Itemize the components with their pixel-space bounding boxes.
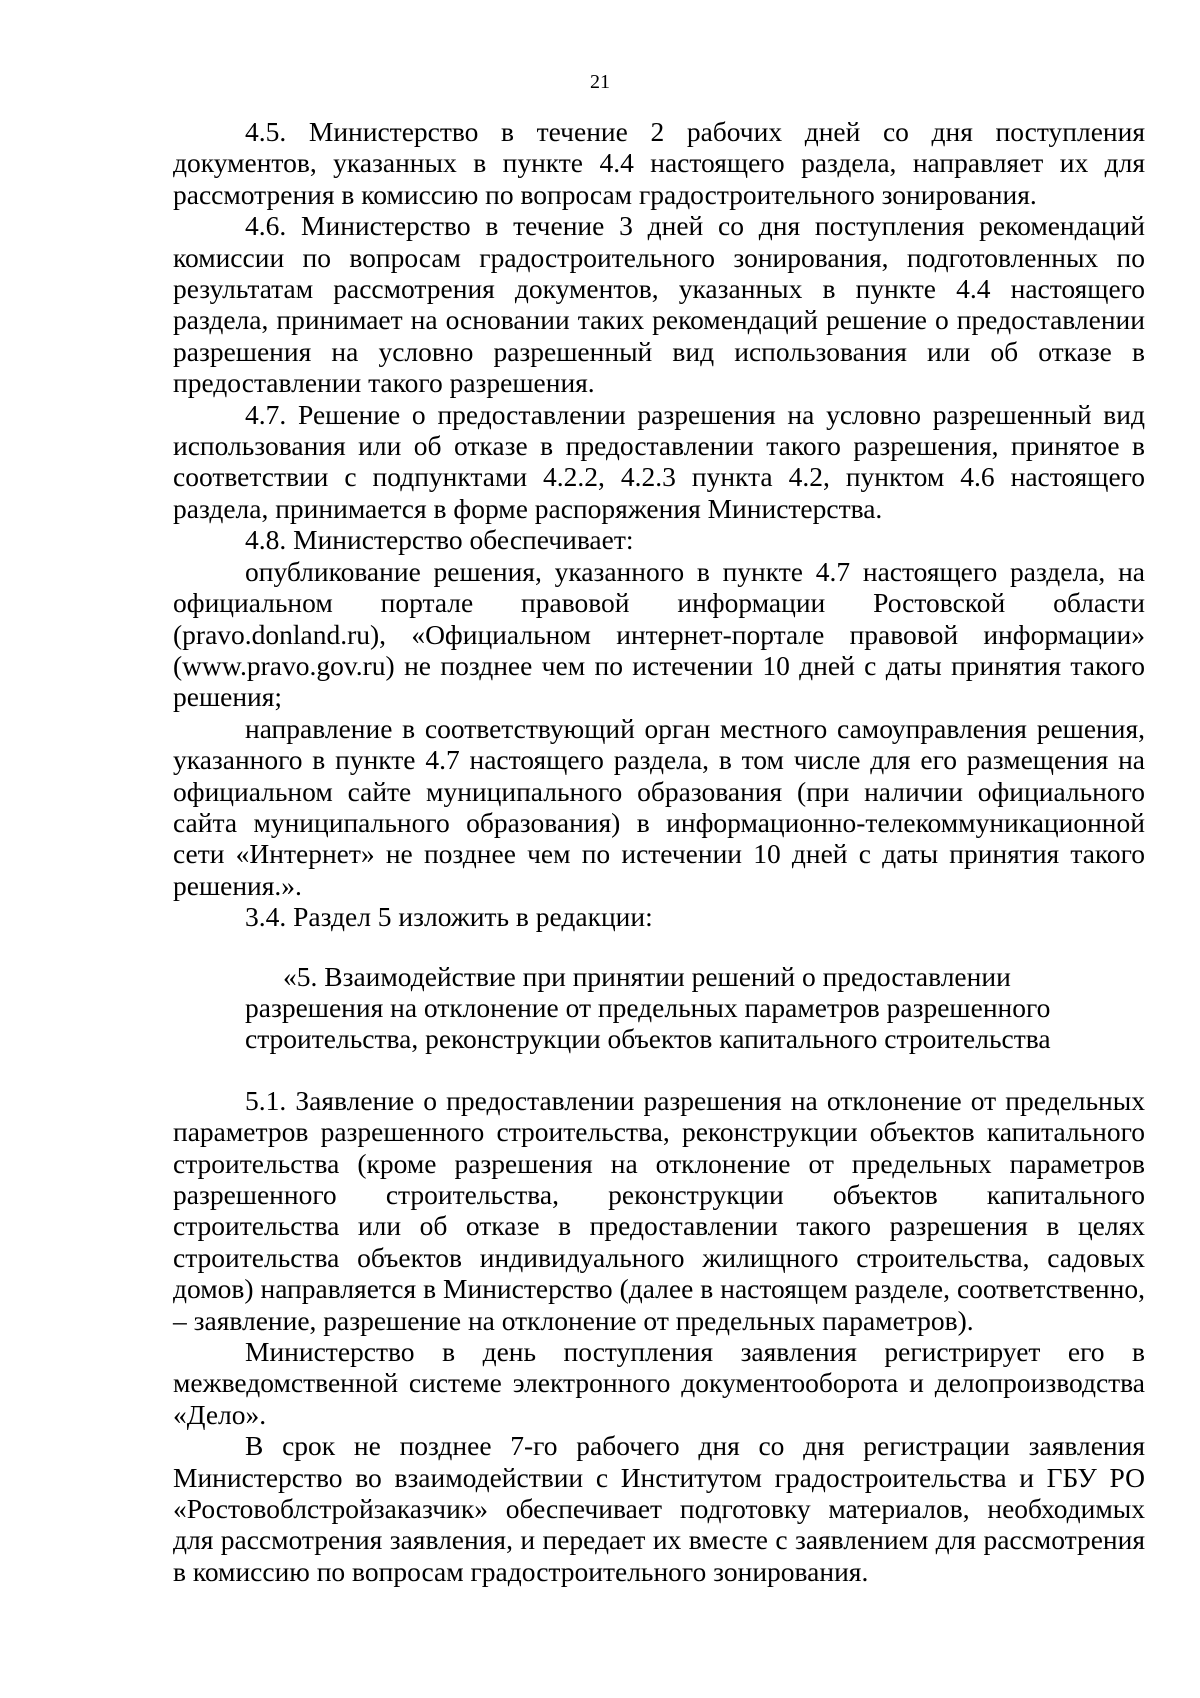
- paragraph-4-5: 4.5. Министерство в течение 2 рабочих дней со дня поступления документов, указанных в пункте 4.4 настоящего раздела, направляет их для рассмотрения в комиссию по вопросам градостроительного зонирования.: [173, 116, 1145, 210]
- paragraph-3-4: 3.4. Раздел 5 изложить в редакции:: [245, 901, 653, 933]
- paragraph-5-1: 5.1. Заявление о предоставлении разрешения на отклонение от предельных параметров разрешенного строительства, реконструкции объектов капитального строительства (кроме разрешения на отклонение от предельных параметров разрешенного строительства, реконструкции объектов капитального строительства или об отказе в предоставлении такого разрешения в целях строительства объектов индивидуального жилищного строительства, садовых домов) направляется в Министерство (далее в настоящем разделе, соответственно, – заявление, разрешение на отклонение от предельных параметров).: [173, 1084, 1145, 1336]
- paragraph-4-8: 4.8. Министерство обеспечивает:: [245, 524, 634, 556]
- paragraph-deadline: В срок не позднее 7-го рабочего дня со дня регистрации заявления Министерство во взаимодействии с Институтом градостроительства и ГБУ РО «Ростовоблстройзаказчик» обеспечивает подготовку материалов, необходимых для рассмотрения заявления, и передает их вместе с заявлением для рассмотрения в комиссию по вопросам градостроительного зонирования.: [173, 1430, 1145, 1587]
- paragraph-registration: Министерство в день поступления заявления регистрирует его в межведомственной системе электронного документооборота и делопроизводства «Дело».: [173, 1336, 1145, 1430]
- paragraph-4-6: 4.6. Министерство в течение 3 дней со дня поступления рекомендаций комиссии по вопросам градостроительного зонирования, подготовленных по результатам рассмотрения документов, указанных в пункте 4.4 настоящего раздела, принимает на основании таких рекомендаций решение о предоставлении разрешения на условно разрешенный вид использования или об отказе в предоставлении такого разрешения.: [173, 210, 1145, 399]
- paragraph-publication: опубликование решения, указанного в пункте 4.7 настоящего раздела, на официальном портале правовой информации Ростовской области (pravo.donland.ru), «Официальном интернет-портале правовой информации» (www.pravo.gov.ru) не позднее чем по истечении 10 дней с даты принятия такого решения;: [173, 555, 1145, 713]
- paragraph-sending: направление в соответствующий орган местного самоуправления решения, указанного в пункте 4.7 настоящего раздела, в том числе для его размещения на официальном сайте муниципального образования (при наличии официального сайта муниципального образования) в информационно-телекоммуникационной сети «Интернет» не позднее чем по истечении 10 дней с даты принятия такого решения.».: [173, 712, 1145, 901]
- section-heading-line-3: строительства, реконструкции объектов капитального строительства: [245, 1023, 1051, 1055]
- document-body: [173, 116, 1145, 1587]
- section-heading-line-1: «5. Взаимодействие при принятии решений о предоставлении: [283, 960, 1011, 992]
- section-heading-line-2: разрешения на отклонение от предельных параметров разрешенного: [245, 991, 1051, 1023]
- page-number: 21: [590, 71, 610, 93]
- paragraph-4-7: 4.7. Решение о предоставлении разрешения на условно разрешенный вид использования или об отказе в предоставлении такого разрешения, принятое в соответствии с подпунктами 4.2.2, 4.2.3 пункта 4.2, пунктом 4.6 настоящего раздела, принимается в форме распоряжения Министерства.: [173, 398, 1145, 524]
- section-5-heading: [173, 961, 1145, 1055]
